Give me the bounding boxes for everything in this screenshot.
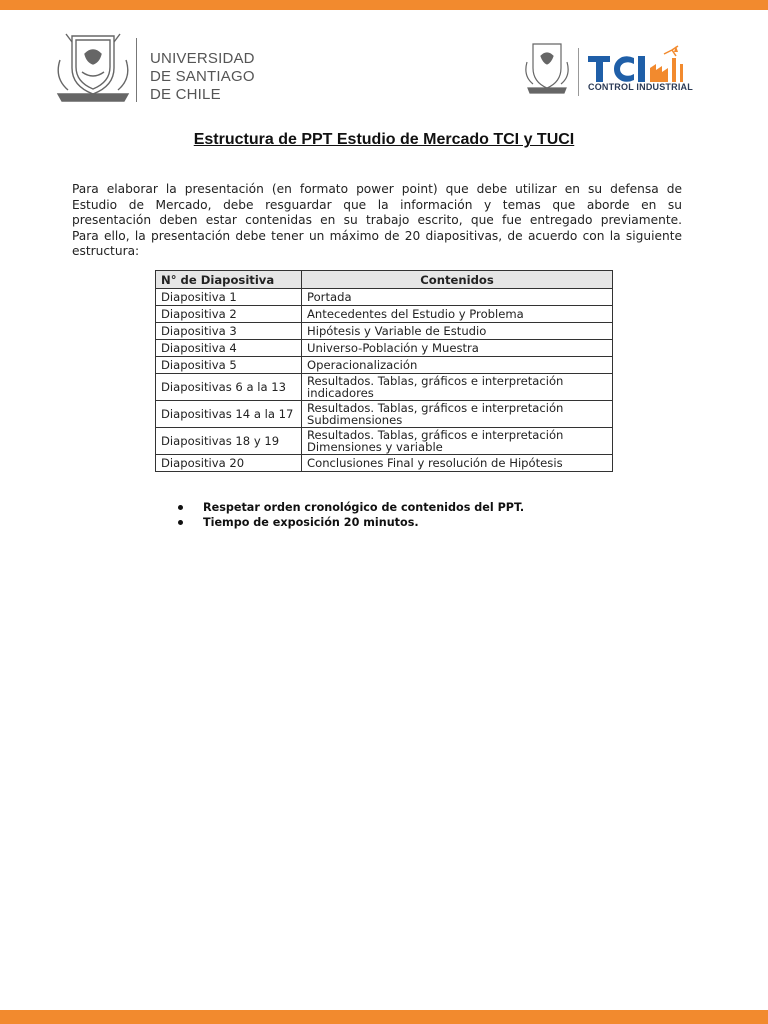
content-cell: Conclusiones Final y resolución de Hipótesis — [302, 455, 613, 472]
bullet-text: Tiempo de exposición 20 minutos. — [203, 516, 419, 529]
content-cell: Universo-Población y Muestra — [302, 340, 613, 357]
document-title: Estructura de PPT Estudio de Mercado TCI y TUCI — [193, 131, 575, 148]
slide-cell: Diapositivas 14 a la 17 — [156, 401, 302, 428]
tci-logo — [524, 40, 714, 100]
table-row — [156, 455, 613, 472]
slide-structure-table — [155, 270, 613, 472]
table-header-row — [156, 271, 613, 289]
intro-line: Para elaborar la presentación (en formato power point) que debe utilizar en su defensa de — [72, 182, 682, 196]
bullet-icon — [178, 520, 183, 525]
slide-cell: Diapositiva 3 — [156, 323, 302, 340]
content-cell: Resultados. Tablas, gráficos e interpretación indicadores — [302, 374, 613, 401]
intro-line: Para ello, la presentación debe tener un máximo de 20 diapositivas, de acuerdo con la siguiente — [72, 228, 682, 243]
bullet-icon — [178, 505, 183, 510]
content-cell: Resultados. Tablas, gráficos e interpretación Subdimensiones — [302, 401, 613, 428]
column-header-slide-number: N° de Diapositiva — [156, 271, 302, 289]
slide-cell: Diapositivas 18 y 19 — [156, 428, 302, 455]
table-row — [156, 306, 613, 323]
bottom-accent-bar — [0, 1010, 768, 1024]
tci-wordmark-icon — [584, 44, 704, 86]
list-item — [178, 515, 524, 530]
table-row — [156, 428, 613, 455]
content-cell: Portada — [302, 289, 613, 306]
content-cell: Resultados. Tablas, gráficos e interpretación Dimensiones y variable — [302, 428, 613, 455]
content-cell: Operacionalización — [302, 357, 613, 374]
intro-line: Estudio de Mercado, debe resguardar que la información y temas que aborde en su — [72, 197, 682, 212]
table-row — [156, 323, 613, 340]
content-cell: Antecedentes del Estudio y Problema — [302, 306, 613, 323]
slide-cell: Diapositiva 2 — [156, 306, 302, 323]
university-crest-icon — [524, 40, 570, 96]
university-crest-icon — [52, 30, 134, 104]
table-row — [156, 289, 613, 306]
university-name-line: DE SANTIAGO — [150, 68, 255, 85]
intro-line: estructura: — [72, 244, 140, 258]
slide-cell: Diapositivas 6 a la 13 — [156, 374, 302, 401]
table-row — [156, 401, 613, 428]
slide-cell: Diapositiva 1 — [156, 289, 302, 306]
university-name-line: DE CHILE — [150, 86, 221, 103]
university-name — [150, 50, 310, 104]
column-header-contents: Contenidos — [302, 271, 613, 289]
table-row — [156, 357, 613, 374]
table-row — [156, 340, 613, 357]
university-name-line: UNIVERSIDAD — [150, 50, 255, 67]
intro-line: presentación deben estar contenidas en su trabajo escrito, que fue entregado previamente. — [72, 213, 682, 227]
table-row — [156, 374, 613, 401]
slide-cell: Diapositiva 20 — [156, 455, 302, 472]
slide-cell: Diapositiva 5 — [156, 357, 302, 374]
bullet-text: Respetar orden cronológico de contenidos del PPT. — [203, 501, 525, 514]
bullet-list — [178, 500, 524, 530]
list-item — [178, 500, 524, 515]
slide-cell: Diapositiva 4 — [156, 340, 302, 357]
intro-paragraph — [72, 182, 682, 260]
content-cell: Hipótesis y Variable de Estudio — [302, 323, 613, 340]
top-accent-bar — [0, 0, 768, 10]
logo-divider — [578, 48, 579, 96]
tci-subtitle: CONTROL INDUSTRIAL — [588, 82, 693, 92]
logo-divider — [136, 38, 137, 102]
